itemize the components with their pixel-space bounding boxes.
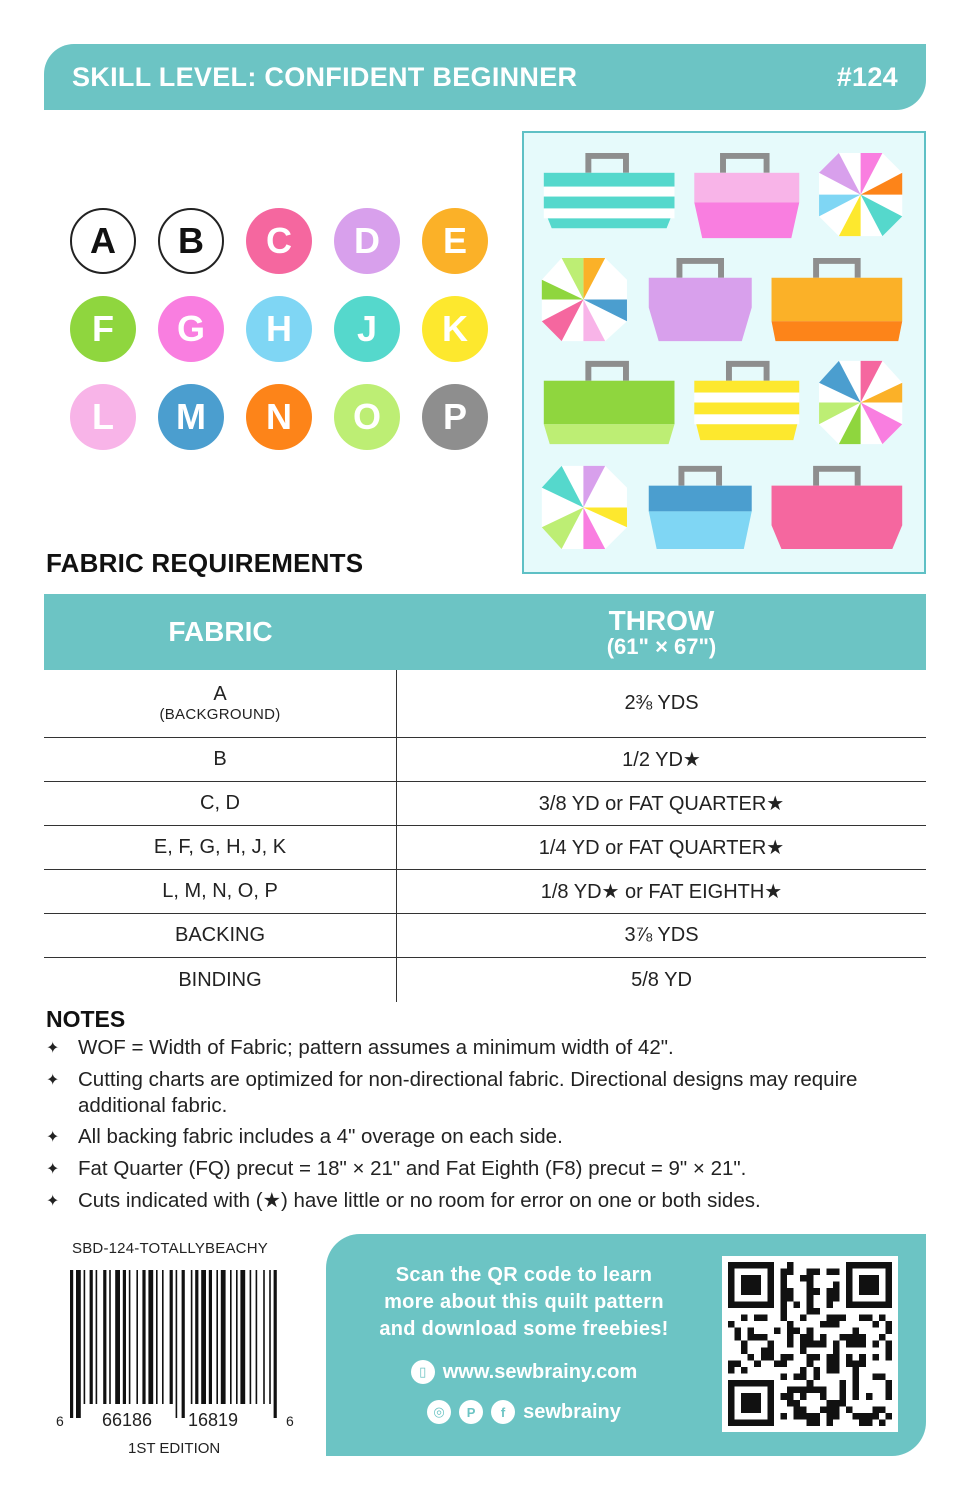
barcode-bar xyxy=(269,1270,271,1404)
note-item xyxy=(46,1124,926,1151)
swatch-n: N xyxy=(246,384,312,450)
barcode-bar xyxy=(70,1270,73,1418)
barcode-bar xyxy=(250,1270,252,1404)
swatch-row xyxy=(70,296,500,362)
amount-cell: 3/8 YD or FAT QUARTER★ xyxy=(538,793,785,815)
note-text: WOF = Width of Fabric; pattern assumes a minimum width of 42". xyxy=(78,1036,674,1059)
swatch-e: E xyxy=(422,208,488,274)
amount-cell: 3⅞ YDS xyxy=(624,924,699,946)
barcode-bar xyxy=(216,1270,218,1404)
notes-title: NOTES xyxy=(46,1006,126,1032)
promo-box xyxy=(326,1234,926,1456)
fabric-cell xyxy=(44,826,397,869)
amount-cell: 1/4 YD or FAT QUARTER★ xyxy=(538,837,785,859)
amount-cell: 2⅜ YDS xyxy=(624,692,699,714)
swatch-f: F xyxy=(70,296,136,362)
swatch-k: K xyxy=(422,296,488,362)
fabric-label: A xyxy=(213,683,227,706)
star-bullet-icon: ✦ xyxy=(46,1072,60,1089)
bag-coral xyxy=(772,466,903,549)
note-item xyxy=(46,1156,926,1183)
fabric-sublabel: (BACKGROUND) xyxy=(159,706,281,724)
barcode-bar xyxy=(123,1270,126,1404)
pinwheel-1 xyxy=(819,153,902,236)
bag-green xyxy=(544,361,675,444)
note-text: Fat Quarter (FQ) precut = 18" × 21" and Fat Eighth (F8) precut = 9" × 21". xyxy=(78,1157,747,1180)
fabric-label: C, D xyxy=(200,792,240,814)
barcode-digit-last: 6 xyxy=(286,1413,294,1429)
social-links[interactable] xyxy=(344,1400,704,1424)
edition-label: 1ST EDITION xyxy=(128,1440,221,1457)
barcode-bar xyxy=(129,1270,131,1404)
promo-line-2: more about this quilt pattern xyxy=(384,1291,664,1313)
barcode-bar xyxy=(176,1270,178,1418)
barcode-bar xyxy=(209,1270,212,1404)
barcode-bar xyxy=(162,1270,164,1404)
star-bullet-icon: ✦ xyxy=(46,1193,60,1210)
fabric-cell xyxy=(44,914,397,957)
barcode-bar xyxy=(256,1270,258,1404)
star-bullet-icon: ✦ xyxy=(46,1161,60,1178)
skill-level: SKILL LEVEL: CONFIDENT BEGINNER xyxy=(72,61,578,92)
barcode-bar xyxy=(156,1270,158,1404)
pinwheel-2 xyxy=(542,258,627,341)
barcode-bar xyxy=(142,1270,145,1404)
swatch-g: G xyxy=(158,296,224,362)
quilt-illustration xyxy=(522,131,926,574)
fabric-label: L, M, N, O, P xyxy=(162,880,278,902)
star-bullet-icon: ✦ xyxy=(46,1129,60,1146)
barcode-bar xyxy=(182,1270,185,1418)
table-row xyxy=(44,826,926,870)
swatch-row xyxy=(70,208,500,274)
promo-line-3: and download some freebies! xyxy=(379,1318,669,1340)
barcode-bar xyxy=(191,1270,193,1404)
fabric-label: BACKING xyxy=(174,924,266,946)
fabric-cell xyxy=(44,738,397,781)
swatch-c: C xyxy=(246,208,312,274)
facebook-icon[interactable]: f xyxy=(491,1400,515,1424)
barcode-bar xyxy=(274,1270,277,1418)
table-body xyxy=(44,670,926,1002)
table-row xyxy=(44,738,926,782)
barcode-bar xyxy=(90,1270,93,1404)
bag-yellow-striped xyxy=(694,361,799,440)
fabric-cell xyxy=(44,782,397,825)
barcode-bar xyxy=(236,1270,238,1404)
phone-icon: ▯ xyxy=(411,1360,435,1384)
swatch-p: P xyxy=(422,384,488,450)
barcode-bar xyxy=(115,1270,120,1404)
column-header-fabric: FABRIC xyxy=(168,616,273,647)
swatch-l: L xyxy=(70,384,136,450)
barcode-bar xyxy=(84,1270,86,1404)
swatch-j: J xyxy=(334,296,400,362)
fabric-label: BINDING xyxy=(178,968,262,991)
fabric-cell xyxy=(44,670,397,737)
swatch-d: D xyxy=(334,208,400,274)
amount-cell: 1/8 YD★ or FAT EIGHTH★ xyxy=(540,881,783,903)
note-item xyxy=(46,1067,926,1119)
swatch-b: B xyxy=(158,208,224,274)
bag-pink xyxy=(694,153,799,238)
bag-teal-striped xyxy=(544,153,675,228)
amount-cell: 5/8 YD xyxy=(631,968,692,991)
throw-label: THROW xyxy=(608,604,715,636)
barcode-bar xyxy=(96,1270,98,1404)
fabric-cell xyxy=(44,870,397,913)
barcode-digit-first: 6 xyxy=(56,1413,64,1429)
barcode-digits-right: 16819 xyxy=(188,1410,239,1430)
fabric-label: E, F, G, H, J, K xyxy=(153,836,287,858)
fabric-swatches xyxy=(70,208,500,472)
barcode-bar xyxy=(148,1270,153,1404)
fabric-requirements-table xyxy=(44,594,926,1002)
barcode-bar xyxy=(263,1270,265,1404)
barcode-bar xyxy=(103,1270,106,1404)
barcode-bar xyxy=(240,1270,245,1404)
table-row xyxy=(44,782,926,826)
promo-line-1: Scan the QR code to learn xyxy=(395,1264,653,1286)
pattern-number: #124 xyxy=(836,61,898,92)
qr-code-svg xyxy=(728,1262,892,1426)
barcode-bar xyxy=(221,1270,226,1404)
barcode-bar xyxy=(230,1270,232,1404)
note-item xyxy=(46,1188,926,1215)
fabric-cell xyxy=(44,958,397,1002)
star-bullet-icon: ✦ xyxy=(46,1040,60,1057)
note-text: All backing fabric includes a 4" overage on each side. xyxy=(78,1125,563,1148)
barcode-bar xyxy=(136,1270,138,1404)
qr-code[interactable] xyxy=(722,1256,898,1432)
swatch-a: A xyxy=(70,208,136,274)
instagram-icon[interactable]: ◎ xyxy=(427,1400,451,1424)
note-text: Cuts indicated with (★) have little or no room for error on one or both sides. xyxy=(78,1189,761,1212)
bag-blue xyxy=(649,466,752,549)
table-row xyxy=(44,958,926,1002)
throw-size: (61" × 67") xyxy=(606,634,717,660)
pinwheel-4 xyxy=(542,466,627,549)
swatch-row xyxy=(70,384,500,450)
bag-lavender xyxy=(649,258,752,341)
quilt-svg xyxy=(524,133,924,572)
table-row xyxy=(44,670,926,738)
note-text: Cutting charts are optimized for non-directional fabric. Directional designs may require additional fabric. xyxy=(78,1068,858,1117)
website-url: www.sewbrainy.com xyxy=(442,1360,638,1383)
column-header-throw xyxy=(397,594,926,670)
header-bar xyxy=(44,44,926,110)
swatch-h: H xyxy=(246,296,312,362)
pinterest-icon[interactable]: P xyxy=(459,1400,483,1424)
barcode-digits-left: 66186 xyxy=(102,1410,153,1430)
social-handle: sewbrainy xyxy=(523,1400,621,1423)
sku-code: SBD-124-TOTALLYBEACHY xyxy=(72,1240,268,1257)
barcode-bar xyxy=(109,1270,111,1404)
website-link[interactable] xyxy=(344,1360,704,1384)
barcode-bar xyxy=(195,1270,198,1404)
barcode xyxy=(54,1268,300,1434)
barcode-svg xyxy=(54,1268,300,1434)
barcode-bar xyxy=(170,1270,173,1404)
table-row xyxy=(44,870,926,914)
bag-orange xyxy=(772,258,903,341)
notes-list xyxy=(46,1035,926,1215)
swatch-m: M xyxy=(158,384,224,450)
barcode-bar xyxy=(76,1270,81,1418)
fabric-requirements-title: FABRIC REQUIREMENTS xyxy=(46,548,364,578)
swatch-o: O xyxy=(334,384,400,450)
amount-cell: 1/2 YD★ xyxy=(622,749,701,771)
table-header xyxy=(44,594,926,670)
pinwheel-3 xyxy=(819,361,902,444)
fabric-label: B xyxy=(213,748,227,770)
notes-section xyxy=(46,1006,926,1220)
note-item xyxy=(46,1035,926,1062)
promo-text xyxy=(344,1262,704,1343)
barcode-bar xyxy=(201,1270,206,1404)
table-row xyxy=(44,914,926,958)
